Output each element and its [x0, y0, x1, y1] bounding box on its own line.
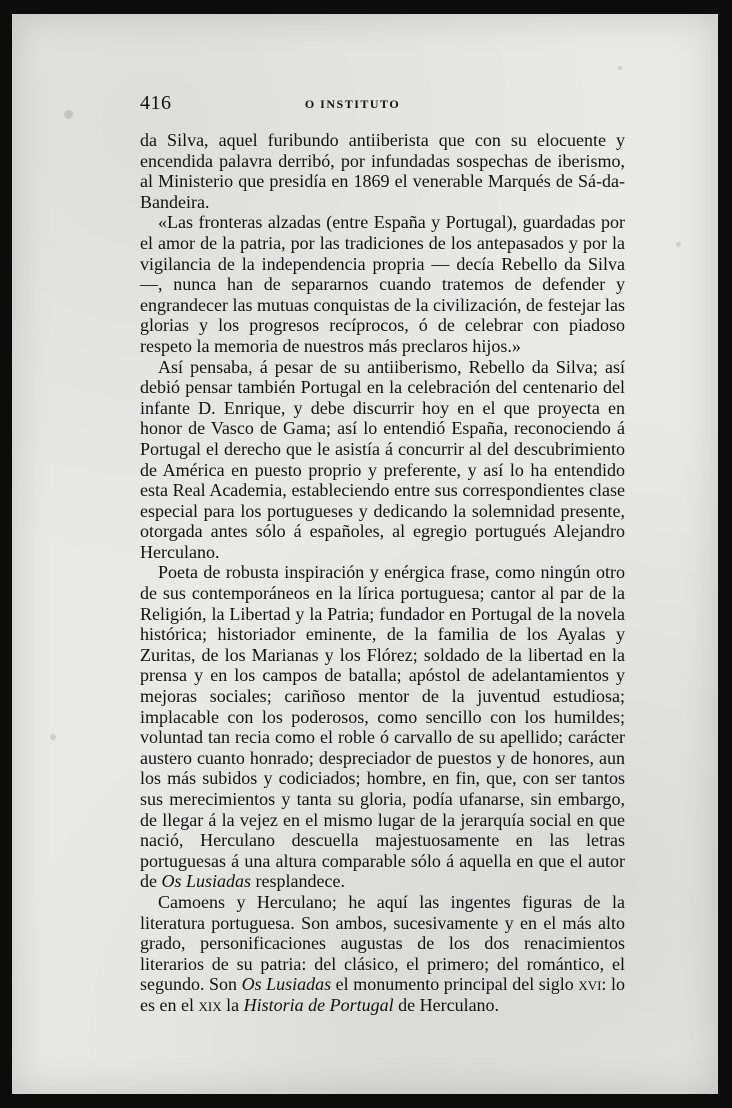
- page-number: 416: [140, 92, 172, 114]
- paragraph-4-text: Poeta de robusta inspiración y enérgica frase, como ningún otro de sus contemporáneos en la lírica portuguesa; cantor al par de la Religión, la Libertad y la Patria; fundador en Portugal de la novela histórica; historiador eminente, de la familia de los Ayalas y Zuritas, de los Marianas y los Flórez; soldado de la libertad en la prensa y en los campos de batalla; apóstol de adelantamientos y mejoras sociales; cariñoso mentor de la juventud estudiosa; implacable con los poderosos, como sencillo con los humildes; voluntad tan recia como el roble ó carvallo de su apellido; carácter austero cuanto honrado; despreciador de puestos y de honores, aun los más subidos y codiciados; hombre, en fin, que, con ser tantos sus merecimientos y tanta su gloria, podía ufanarse, sin embargo, de llegar á la vejez en el mismo lugar de la jerarquía social en que nació, Herculano descuella majestuosamente en las letras portuguesas á una altura comparable sólo á aquella en que el autor de: [140, 562, 625, 892]
- paragraph-4: [140, 562, 625, 892]
- work-title-historia-de-portugal: Historia de Portugal: [243, 994, 394, 1015]
- paragraph-5-text-d: la: [221, 994, 244, 1015]
- paragraph-5-text-c: : lo es en el: [140, 974, 625, 1015]
- paragraph-2: «Las fronteras alzadas (entre España y Portugal), guardadas por el amor de la patria, por las tradiciones de los antepasados y por la vigilancia de la independencia propria — decía Rebello da Silva —, nunca han de separarnos cuando tratemos de defender y engrandecer las mutuas conquistas de la civilización, de festejar las glorias y los progresos recíprocos, ó de celebrar con piadoso respeto la memoria de nuestros más preclaros hijos.»: [140, 212, 625, 356]
- paragraph-5: [140, 892, 625, 1016]
- body-text: [140, 130, 625, 1016]
- running-head: [140, 92, 565, 118]
- paper-speck: [618, 66, 622, 70]
- paragraph-3: Así pensaba, á pesar de su antiiberismo, Rebello da Silva; así debió pensar también Portugal en la celebración del centenario del infante D. Enrique, y debe discurrir hoy en el que proyecta en honor de Vasco de Gama; así lo entendió España, reconociendo á Portugal el derecho que le asistía á concurrir al del descubrimiento de América en puesto proprio y preferente, y así lo ha entendido esta Real Academia, estableciendo entre sus correspondientes clase especial para los portugueses y dedicando la solemnidad presente, otorgada antes sólo á españoles, al egregio portugués Alejandro Herculano.: [140, 356, 625, 562]
- work-title-os-lusiadas-2: Os Lusiadas: [241, 974, 332, 995]
- paragraph-5-text-e: de Herculano.: [393, 994, 500, 1015]
- paragraph-4-end: resplandece.: [251, 871, 345, 892]
- paper-speck: [50, 734, 56, 740]
- journal-title: O INSTITUTO: [304, 97, 401, 111]
- work-title-os-lusiadas: Os Lusiadas: [161, 871, 252, 892]
- paper-speck: [676, 242, 681, 247]
- paragraph-5-text-a: Camoens y Herculano; he aquí las ingentes figuras de la literatura portuguesa. Son ambos, sucesivamente y en el más alto grado, personificaciones augustas de los dos renacimientos literarios de su patria: del clásico, el primero; del romántico, el segundo. Son: [140, 891, 625, 995]
- century-xix: xix: [198, 994, 222, 1015]
- century-xvi: xvi: [578, 974, 602, 995]
- paragraph-1: da Silva, aquel furibundo antiiberista que con su elocuente y encendida palavra derribó, por infundadas sospechas de iberismo, al Ministerio que presidía en 1869 el venerable Marqués de Sá-da-Bandeira.: [140, 130, 625, 212]
- paper-speck: [64, 110, 73, 119]
- paragraph-5-text-b: el monumento principal del siglo: [331, 974, 579, 995]
